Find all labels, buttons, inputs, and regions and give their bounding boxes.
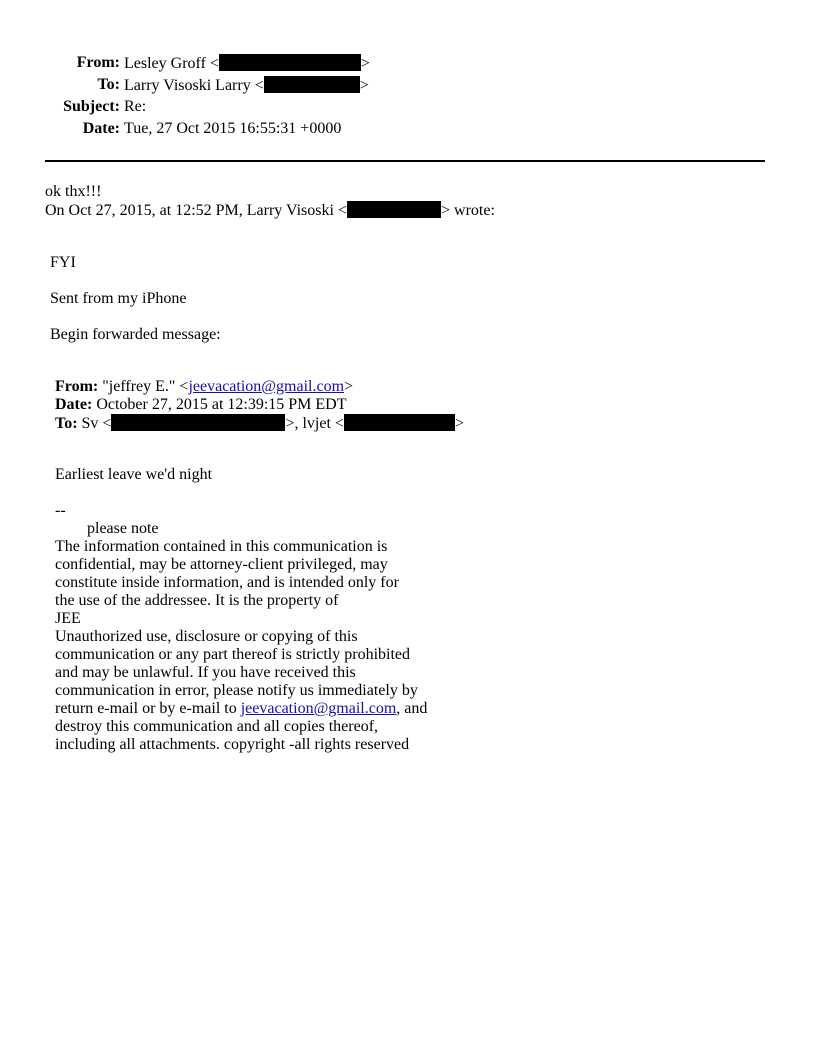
redaction-block [347, 201, 441, 218]
inner-from-line [55, 378, 353, 396]
disclaimer-block [55, 538, 427, 754]
inner-date-label: Date: [55, 396, 93, 413]
inner-to-label: To: [55, 415, 78, 432]
inner-to-line [55, 414, 464, 433]
disclaimer-line: Unauthorized use, disclosure or copying of this [55, 628, 358, 645]
to-name: Larry Visoski Larry < [124, 77, 264, 94]
subject-label: Subject: [63, 98, 120, 115]
disclaimer-line: JEE [55, 610, 81, 627]
to-close: > [359, 77, 369, 94]
disclaimer-line: constitute inside information, and is intended only for [55, 574, 399, 591]
to-value [124, 76, 369, 95]
header-divider [45, 160, 765, 162]
disclaimer-line-return [55, 700, 427, 718]
redaction-block [111, 414, 285, 431]
subject-value: Re: [124, 98, 147, 115]
to-label: To: [97, 76, 120, 93]
inner-date-line [55, 396, 347, 414]
disclaimer-line: destroy this communication and all copies thereof, [55, 718, 379, 735]
inner-date-value: October 27, 2015 at 12:39:15 PM EDT [96, 396, 347, 413]
disclaimer-line: confidential, may be attorney-client privileged, may [55, 556, 388, 573]
begin-forwarded-line: Begin forwarded message: [50, 326, 221, 343]
disclaimer-line: and may be unlawful. If you have received this [55, 664, 356, 681]
disclaimer-line: communication in error, please notify us immediately by [55, 682, 418, 699]
disclaimer-line: The information contained in this communication is [55, 538, 388, 555]
disclaimer-line: communication or any part thereof is strictly prohibited [55, 646, 411, 663]
message-body: Earliest leave we'd night [55, 466, 213, 483]
from-label: From: [76, 54, 120, 71]
attribution-suffix: > wrote: [440, 202, 495, 219]
please-note: please note [87, 520, 159, 537]
inner-from-label: From: [55, 378, 99, 395]
from-value [124, 54, 370, 73]
attribution-prefix: On Oct 27, 2015, at 12:52 PM, Larry Visoski < [45, 202, 347, 219]
inner-to-suffix: > [454, 415, 464, 432]
email-link[interactable]: jeevacation@gmail.com [188, 378, 345, 395]
fyi-line: FYI [50, 254, 76, 271]
inner-from-prefix: "jeffrey E." < [102, 378, 189, 395]
signature-dash: -- [55, 502, 66, 519]
redaction-block [344, 414, 455, 431]
reply-line: ok thx!!! [45, 183, 102, 200]
return-suffix: , and [396, 700, 428, 717]
disclaimer-line: including all attachments. copyright -all rights reserved [55, 736, 410, 753]
date-label: Date: [82, 120, 120, 137]
inner-to-prefix: Sv < [81, 415, 112, 432]
date-value: Tue, 27 Oct 2015 16:55:31 +0000 [124, 120, 342, 137]
from-close: > [360, 55, 370, 72]
inner-from-suffix: > [344, 378, 354, 395]
disclaimer-line: the use of the addressee. It is the property of [55, 592, 339, 609]
return-prefix: return e-mail or by e-mail to [55, 700, 241, 717]
sent-from-line: Sent from my iPhone [50, 290, 187, 307]
from-name: Lesley Groff < [124, 55, 219, 72]
quote-attribution [45, 201, 495, 220]
redaction-block [264, 76, 360, 93]
redaction-block [219, 54, 361, 71]
inner-to-mid: >, lvjet < [285, 415, 344, 432]
email-link[interactable]: jeevacation@gmail.com [240, 700, 397, 717]
